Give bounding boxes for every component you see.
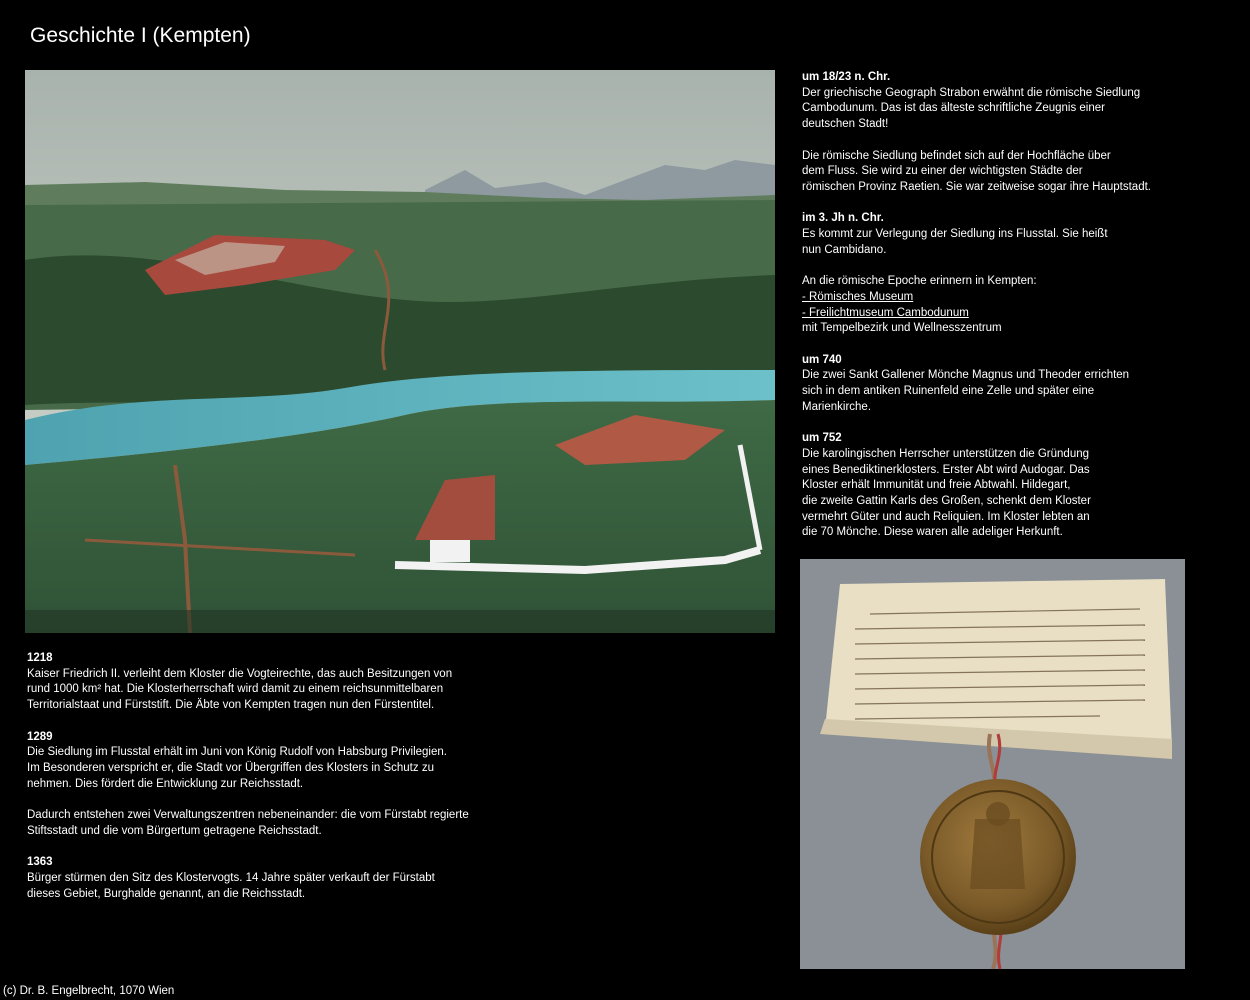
entry-line: die 70 Mönche. Diese waren alle adeliger Herkunft. <box>802 526 1063 539</box>
entry-line: vermehrt Güter und auch Reliquien. Im Kloster lebten an <box>802 510 1090 523</box>
left-history-text <box>27 651 547 918</box>
entry-line: die zweite Gattin Karls des Großen, schenkt dem Kloster <box>802 494 1091 507</box>
entry-line: An die römische Epoche erinnern in Kempten: <box>802 275 1037 288</box>
entry-line: Marienkirche. <box>802 400 872 413</box>
entry-line: deutschen Stadt! <box>802 118 889 131</box>
entry-line: Die karolingischen Herrscher unterstützen die Gründung <box>802 447 1090 460</box>
copyright-notice: (c) Dr. B. Engelbrecht, 1070 Wien <box>3 985 175 997</box>
freilichtmuseum-link[interactable]: - Freilichtmuseum Cambodunum <box>802 306 969 319</box>
entry-line: Bürger stürmen den Sitz des Klostervogts. 14 Jahre später verkauft der Fürstabt <box>27 871 435 884</box>
entry-line: Die römische Siedlung befindet sich auf der Hochfläche über <box>802 149 1111 162</box>
charter-with-seal-photo <box>800 559 1185 969</box>
entry-date: um 18/23 n. Chr. <box>802 71 891 83</box>
roman-settlement-model-photo <box>25 70 775 633</box>
entry-line: eines Benediktinerklosters. Erster Abt wird Audogar. Das <box>802 463 1090 476</box>
entry-line: mit Tempelbezirk und Wellnesszentrum <box>802 322 1002 335</box>
history-entry <box>27 855 547 902</box>
entry-date: 1218 <box>27 652 53 664</box>
entry-line: Es kommt zur Verlegung der Siedlung ins Flusstal. Sie heißt <box>802 228 1108 240</box>
right-history-text <box>802 70 1222 557</box>
entry-line: römischen Provinz Raetien. Sie war zeitweise sogar ihre Hauptstadt. <box>802 180 1151 193</box>
history-entry <box>802 149 1222 196</box>
entry-line: Kaiser Friedrich II. verleiht dem Kloster die Vogteirechte, das auch Besitzungen von <box>27 667 453 680</box>
roemisches-museum-link[interactable]: - Römisches Museum <box>802 290 914 303</box>
entry-date: um 740 <box>802 353 842 366</box>
history-entry <box>802 211 1222 258</box>
entry-date: 1289 <box>27 730 53 743</box>
history-entry <box>802 70 1222 133</box>
entry-line: Territorialstaat und Fürststift. Die Äbte von Kempten tragen nun den Fürstentitel. <box>27 699 435 712</box>
entry-line: dieses Gebiet, Burghalde genannt, an die Reichsstadt. <box>27 887 306 900</box>
entry-line: Dadurch entstehen zwei Verwaltungszentren nebeneinander: die vom Fürstabt regierte <box>27 809 469 821</box>
history-entry <box>27 651 547 714</box>
entry-line: rund 1000 km² hat. Die Klosterherrschaft wird damit zu einem reichsunmittelbaren <box>27 683 444 696</box>
entry-line: Der griechische Geograph Strabon erwähnt die römische Siedlung <box>802 86 1141 99</box>
entry-date: um 752 <box>802 432 842 445</box>
entry-line: sich in dem antiken Ruinenfeld eine Zelle und später eine <box>802 385 1095 397</box>
entry-line: Stiftsstadt und die vom Bürgertum getragene Reichsstadt. <box>27 824 322 837</box>
history-entry <box>802 274 1222 337</box>
entry-date: 1363 <box>27 856 53 869</box>
entry-line: Im Besonderen verspricht er, die Stadt vor Übergriffen des Klosters in Schutz zu <box>27 761 434 774</box>
page-title: Geschichte I (Kempten) <box>30 24 251 47</box>
entry-date: im 3. Jh n. Chr. <box>802 212 884 225</box>
entry-line: Die zwei Sankt Gallener Mönche Magnus und Theoder errichten <box>802 369 1130 382</box>
entry-line: Kloster erhält Immunität und freie Abtwahl. Hildegart, <box>802 479 1071 492</box>
history-entry <box>27 808 547 839</box>
entry-line: Die Siedlung im Flusstal erhält im Juni von König Rudolf von Habsburg Privilegien. <box>27 746 447 759</box>
entry-line: nehmen. Dies fördert die Entwicklung zur Reichsstadt. <box>27 777 304 790</box>
entry-line: Cambodunum. Das ist das älteste schriftliche Zeugnis einer <box>802 102 1105 115</box>
entry-line: dem Fluss. Sie wird zu einer der wichtigsten Städte der <box>802 165 1083 178</box>
history-entry <box>802 353 1222 416</box>
history-entry <box>802 431 1222 541</box>
entry-line: nun Cambidano. <box>802 243 887 256</box>
history-entry <box>27 730 547 793</box>
